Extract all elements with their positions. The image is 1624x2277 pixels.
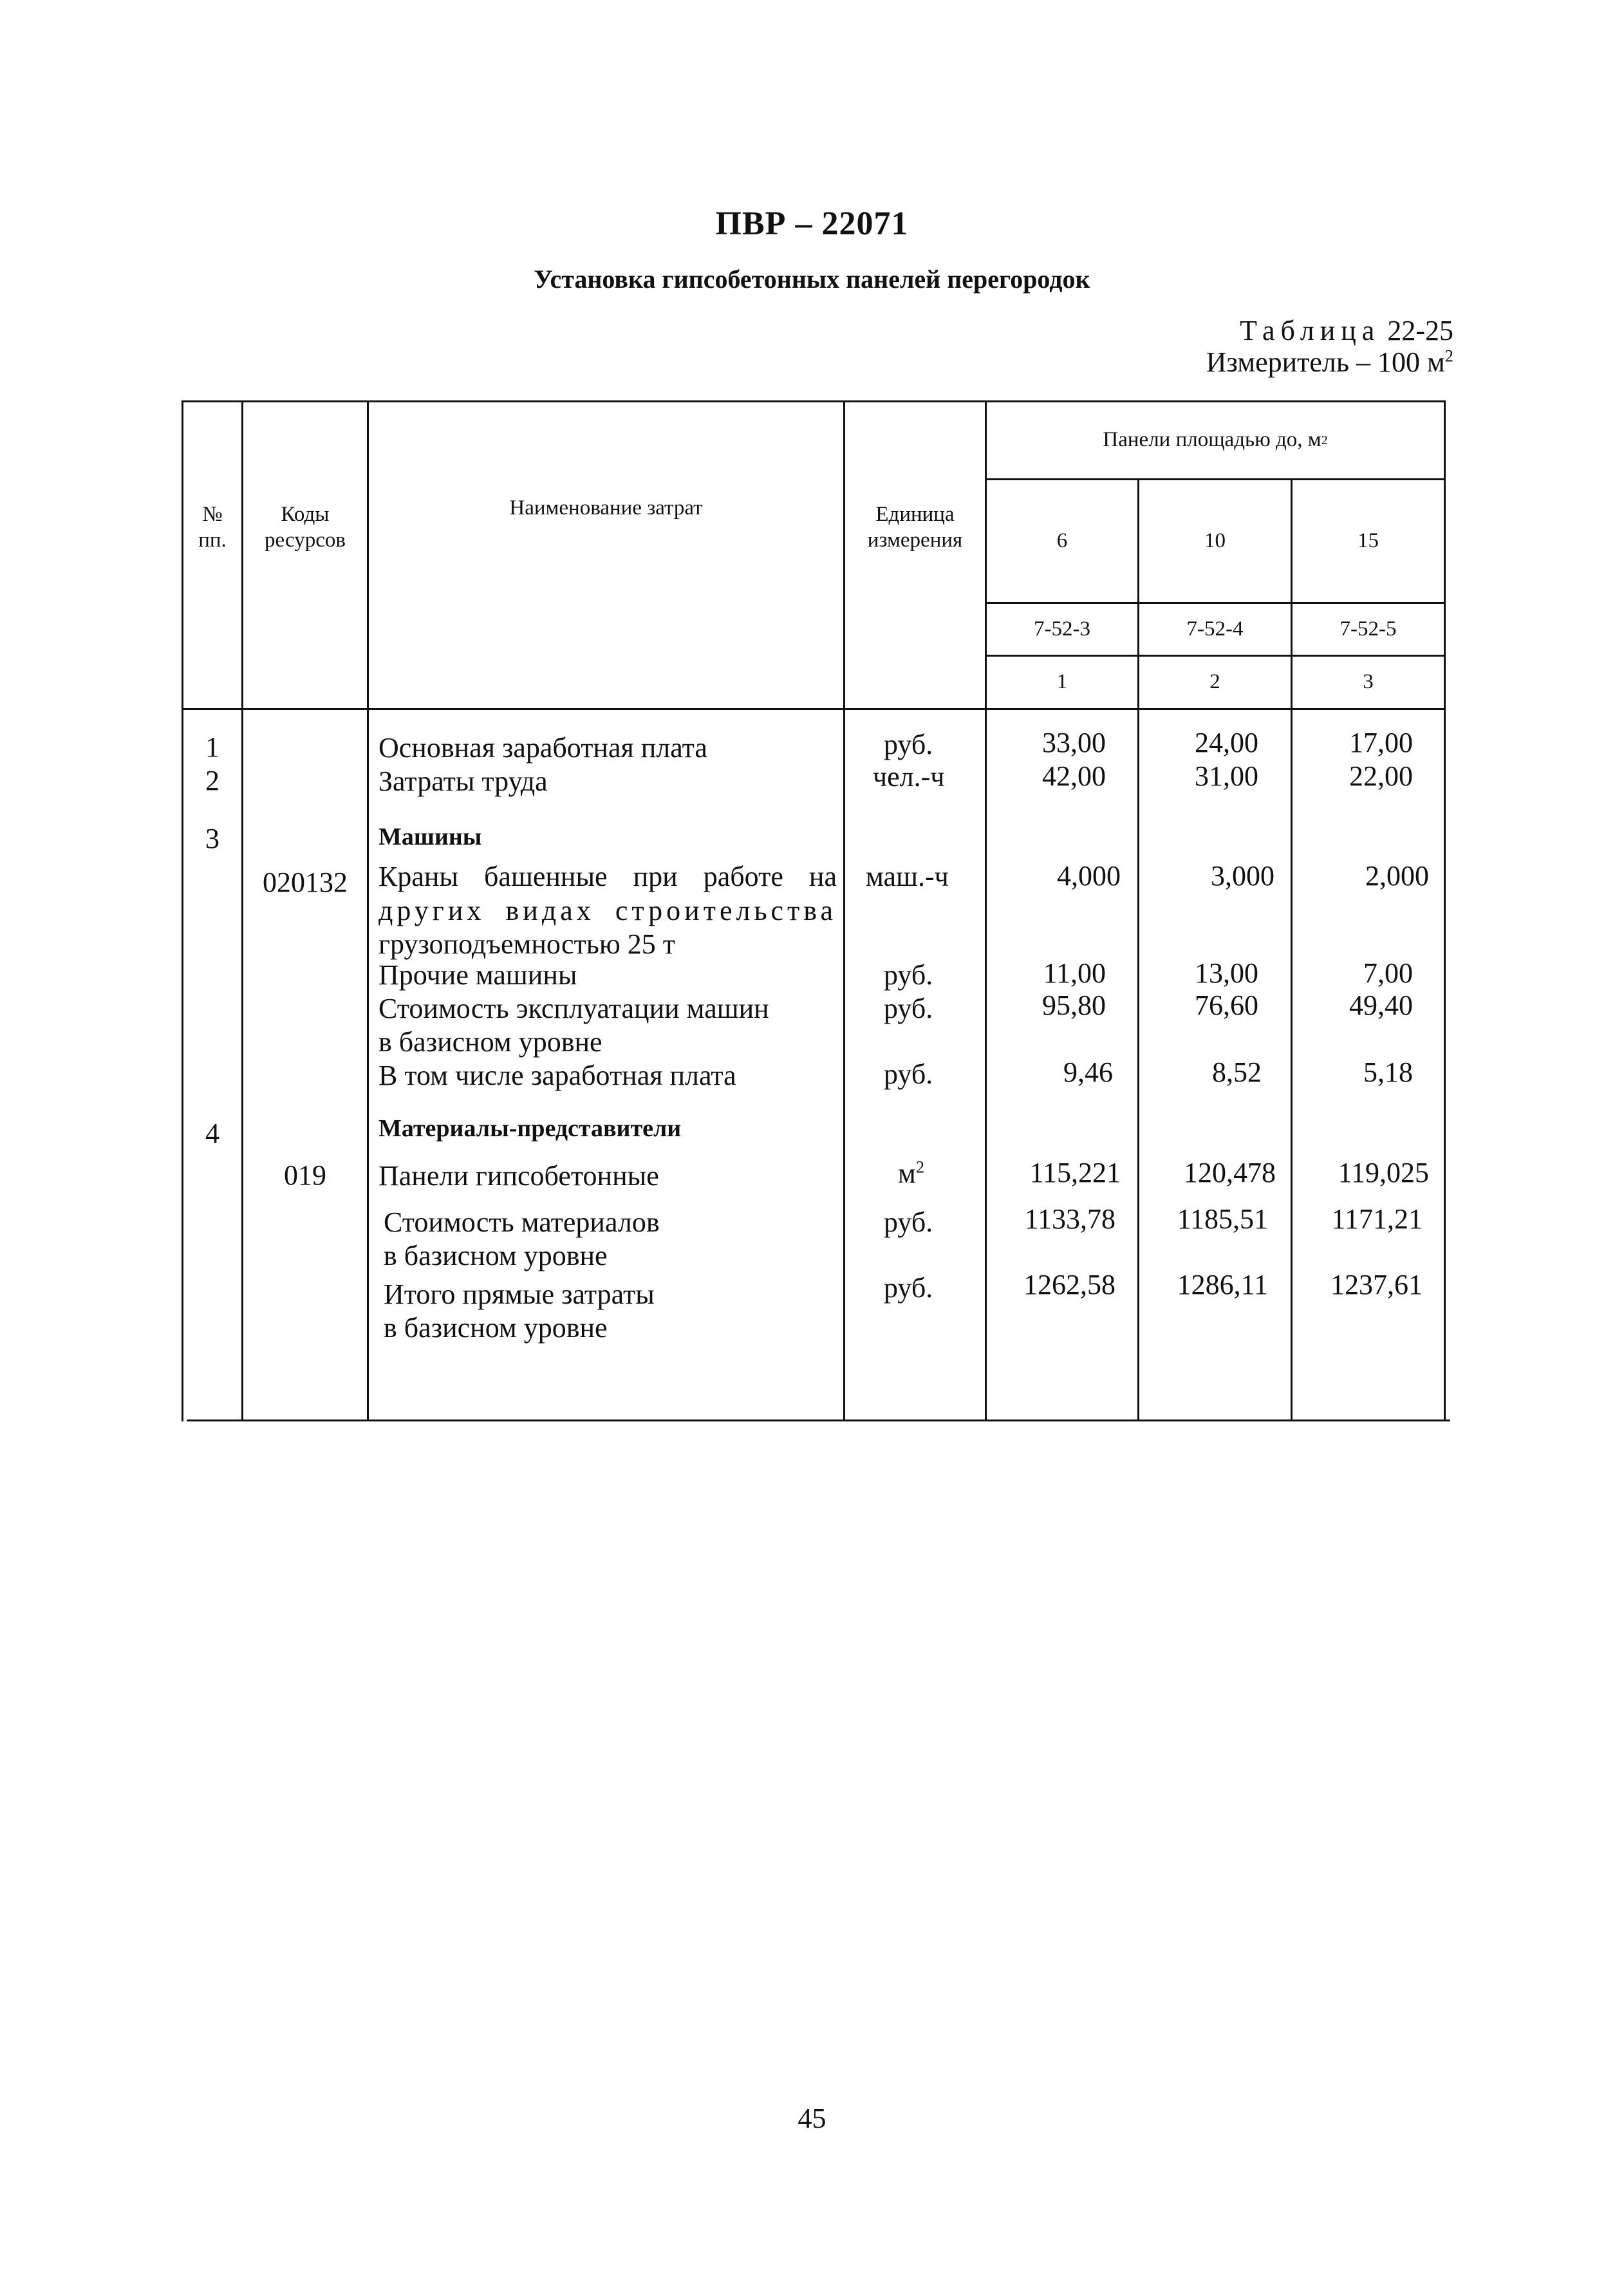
row-2-num: 2 (205, 765, 219, 796)
row-other-machines-val-3: 7,00 (1363, 957, 1413, 989)
row-3-num: 3 (205, 823, 219, 854)
row-cranes-name-l1: Краны башенные при работе на (378, 861, 837, 892)
row-machine-cost-val-1: 95,80 (1042, 989, 1106, 1021)
row-machine-cost-name-l1: Стоимость эксплуатации машин (378, 993, 769, 1024)
row-panels-val-2: 120,478 (1184, 1157, 1276, 1188)
header-group: Панели площадью до, м 2 (987, 402, 1444, 478)
page-subtitle: Установка гипсобетонных панелей перегородок (534, 265, 1090, 294)
row-other-machines-unit: руб. (884, 959, 933, 991)
row-2-name: Затраты труда (378, 765, 548, 797)
row-total-direct-name-l2: в базисном уровне (384, 1312, 608, 1344)
table-border-bottom (187, 1420, 1450, 1421)
row-1-val-2: 24,00 (1195, 727, 1258, 758)
row-machine-wages-unit: руб. (884, 1058, 933, 1090)
measure-text: Измеритель – 100 м (1206, 346, 1445, 378)
row-panels-val-1: 115,221 (1029, 1157, 1121, 1188)
header-size-2: 10 (1204, 529, 1226, 552)
header-num: № пп. (198, 503, 227, 552)
row-material-cost-val-3: 1171,21 (1331, 1203, 1423, 1235)
row-machine-wages-name: В том числе заработная плата (378, 1060, 736, 1091)
section-materials: Материалы-представители (378, 1115, 682, 1142)
row-panels-unit (898, 1156, 924, 1191)
page-title: ПВР – 22071 (715, 205, 909, 242)
row-1-val-3: 17,00 (1349, 727, 1413, 758)
section-machines: Машины (378, 823, 482, 850)
table-number: 22-25 (1387, 315, 1453, 346)
row-total-direct-val-2: 1286,11 (1177, 1269, 1268, 1300)
row-2-val-2: 31,00 (1195, 760, 1258, 792)
header-colnum-1: 1 (1056, 670, 1068, 694)
header-size-3: 15 (1358, 529, 1379, 552)
header-group-text: Панели площадью до, м (1103, 428, 1321, 452)
row-4-num: 4 (205, 1118, 219, 1149)
row-other-machines-val-1: 11,00 (1043, 957, 1106, 989)
col-border-2 (367, 400, 369, 1421)
row-material-cost-val-1: 1133,78 (1024, 1203, 1115, 1235)
header-norm-2: 7-52-4 (1186, 617, 1244, 641)
row-2-val-1: 42,00 (1042, 760, 1106, 792)
row-other-machines-val-2: 13,00 (1195, 957, 1258, 989)
row-panels-unit-exp: 2 (915, 1157, 925, 1177)
row-total-direct-val-1: 1262,58 (1023, 1269, 1115, 1300)
row-1-num: 1 (205, 731, 219, 763)
row-cranes-val-2: 3,000 (1211, 860, 1274, 892)
row-material-cost-name-l1: Стоимость материалов (384, 1206, 660, 1238)
row-cranes-name-l3: грузоподъемностью 25 т (378, 928, 675, 960)
row-total-direct-val-3: 1237,61 (1330, 1269, 1423, 1300)
row-material-cost-val-2: 1185,51 (1177, 1203, 1268, 1235)
header-size-1: 6 (1056, 529, 1068, 552)
row-cranes-val-3: 2,000 (1365, 860, 1429, 892)
row-machine-wages-val-2: 8,52 (1212, 1056, 1262, 1088)
row-2-val-3: 22,00 (1349, 760, 1413, 792)
row-1-name: Основная заработная плата (378, 732, 707, 764)
row-machine-wages-val-3: 5,18 (1363, 1056, 1413, 1088)
row-machine-cost-val-3: 49,40 (1349, 989, 1413, 1021)
table-label-word: Таблица (1240, 315, 1381, 346)
row-machine-cost-unit: руб. (884, 993, 933, 1024)
col-border-right (1444, 400, 1446, 1421)
header-norm-1: 7-52-3 (1034, 617, 1090, 641)
row-material-cost-unit: руб. (884, 1206, 933, 1238)
row-cranes-unit: маш.-ч (866, 861, 949, 892)
row-total-direct-name-l1: Итого прямые затраты (384, 1279, 655, 1310)
header-name: Наименование затрат (509, 496, 703, 520)
row-2-unit: чел.-ч (873, 761, 945, 792)
row-material-cost-name-l2: в базисном уровне (384, 1240, 608, 1271)
row-cranes-code: 020132 (263, 867, 348, 898)
header-colnum-2: 2 (1209, 670, 1220, 694)
header-codes: Коды ресурсов (265, 503, 346, 552)
row-1-unit: руб. (884, 729, 933, 760)
row-1-val-1: 33,00 (1042, 727, 1106, 758)
row-panels-val-3: 119,025 (1338, 1157, 1429, 1188)
header-unit: Единица измерения (867, 503, 963, 552)
row-total-direct-unit: руб. (884, 1272, 933, 1304)
row-other-machines-name: Прочие машины (378, 959, 577, 991)
header-colnum-3: 3 (1363, 670, 1374, 694)
rule-header-bottom (182, 708, 1445, 710)
row-panels-name: Панели гипсобетонные (378, 1160, 659, 1192)
header-norm-3: 7-52-5 (1339, 617, 1397, 641)
measure-exp: 2 (1444, 346, 1453, 366)
row-panels-code: 019 (284, 1159, 326, 1191)
row-machine-wages-val-1: 9,46 (1063, 1056, 1113, 1088)
row-cranes-name-l2: других видах строительства (378, 895, 837, 926)
row-panels-unit-text: м (898, 1157, 916, 1189)
row-cranes-val-1: 4,000 (1057, 860, 1121, 892)
row-machine-cost-name-l2: в базисном уровне (378, 1026, 602, 1058)
row-machine-cost-val-2: 76,60 (1195, 989, 1258, 1021)
page-number: 45 (798, 2103, 826, 2134)
